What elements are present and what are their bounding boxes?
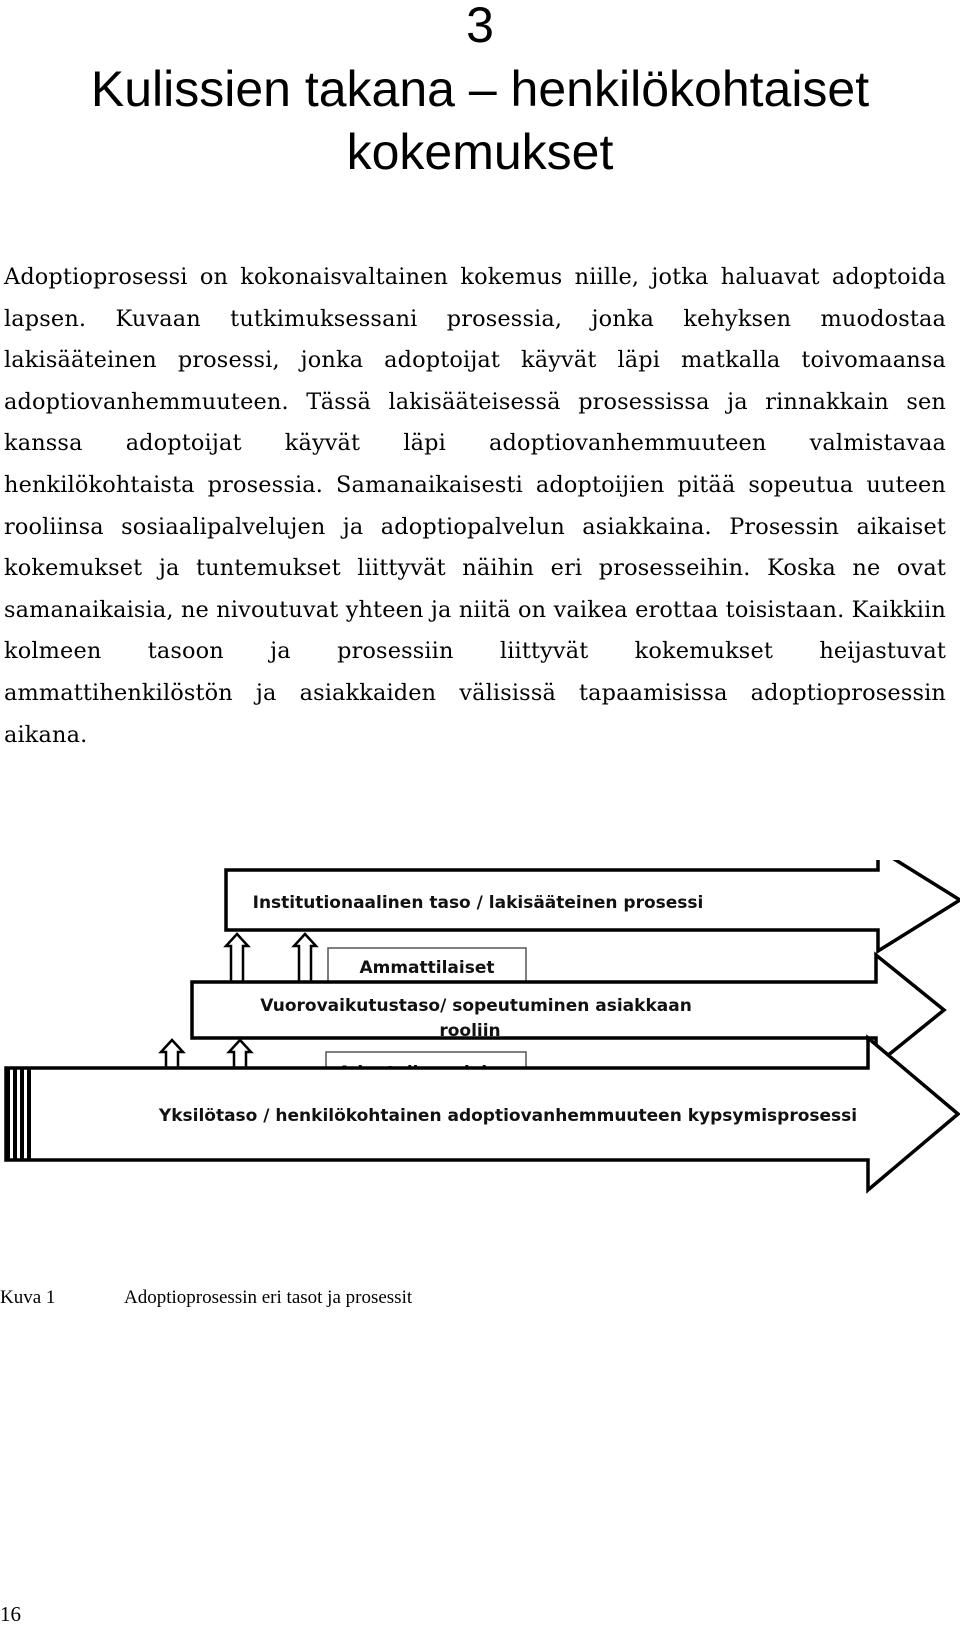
body-paragraph: Adoptioprosessi on kokonaisvaltainen kokemus niille, jotka haluavat adoptoida lapsen. Kuvaan tutkimuksessani prosessia, jonka kehyksen muodostaa lakisääteinen prosessi, jonka adoptoijat käyvät läpi matkalla toivomaansa adoptiovanhemmuuteen. Tässä lakisääteisessä prosessissa ja rinnakkain sen kanssa adoptoijat käyvät läpi adoptiovanhemmuuteen valmistavaa henkilökohtaista prosessia. Samanaikaisesti adoptoijien pitää sopeutua uuteen rooliinsa sosiaalipalvelujen ja adoptiopalvelun asiakkaina. Prosessin aikaiset kokemukset ja tuntemukset liittyvät näihin eri prosesseihin. Koska ne ovat samanaikaisia, ne nivoutuvat yhteen ja niitä on vaikea erottaa toisistaan. Kaikkiin kolmeen tasoon ja prosessiin liittyvät kokemukset heijastuvat ammattihenkilöstön ja asiakkaiden välisissä tapaamisissa adoptioprosessin aikana. — [4, 264, 946, 748]
caption-text: Adoptioprosessin eri tasot ja prosessit — [124, 1287, 413, 1308]
page-number: 16 — [0, 1602, 21, 1626]
professionals-box — [328, 948, 526, 984]
professionals-label: Ammattilaiset — [359, 958, 495, 978]
individual-arrow-label: Yksilötaso / henkilökohtainen adoptiovanhemmuuteen kypsymisprosessi — [158, 1106, 858, 1126]
chapter-number: 3 — [466, 0, 494, 53]
chapter-title: Kulissien takana – henkilökohtaiset kokemukset — [90, 61, 870, 180]
interaction-arrow-label-line2: rooliin — [439, 1021, 501, 1041]
process-levels-figure — [0, 860, 960, 1260]
institutional-arrow — [226, 860, 960, 951]
caption-number: Kuva 1 — [0, 1287, 56, 1308]
institutional-arrow-label: Institutionaalinen taso / lakisääteinen prosessi — [252, 893, 704, 913]
interaction-arrow-label-line1: Vuorovaikutustaso/ sopeutuminen asiakkaan — [260, 996, 692, 1016]
